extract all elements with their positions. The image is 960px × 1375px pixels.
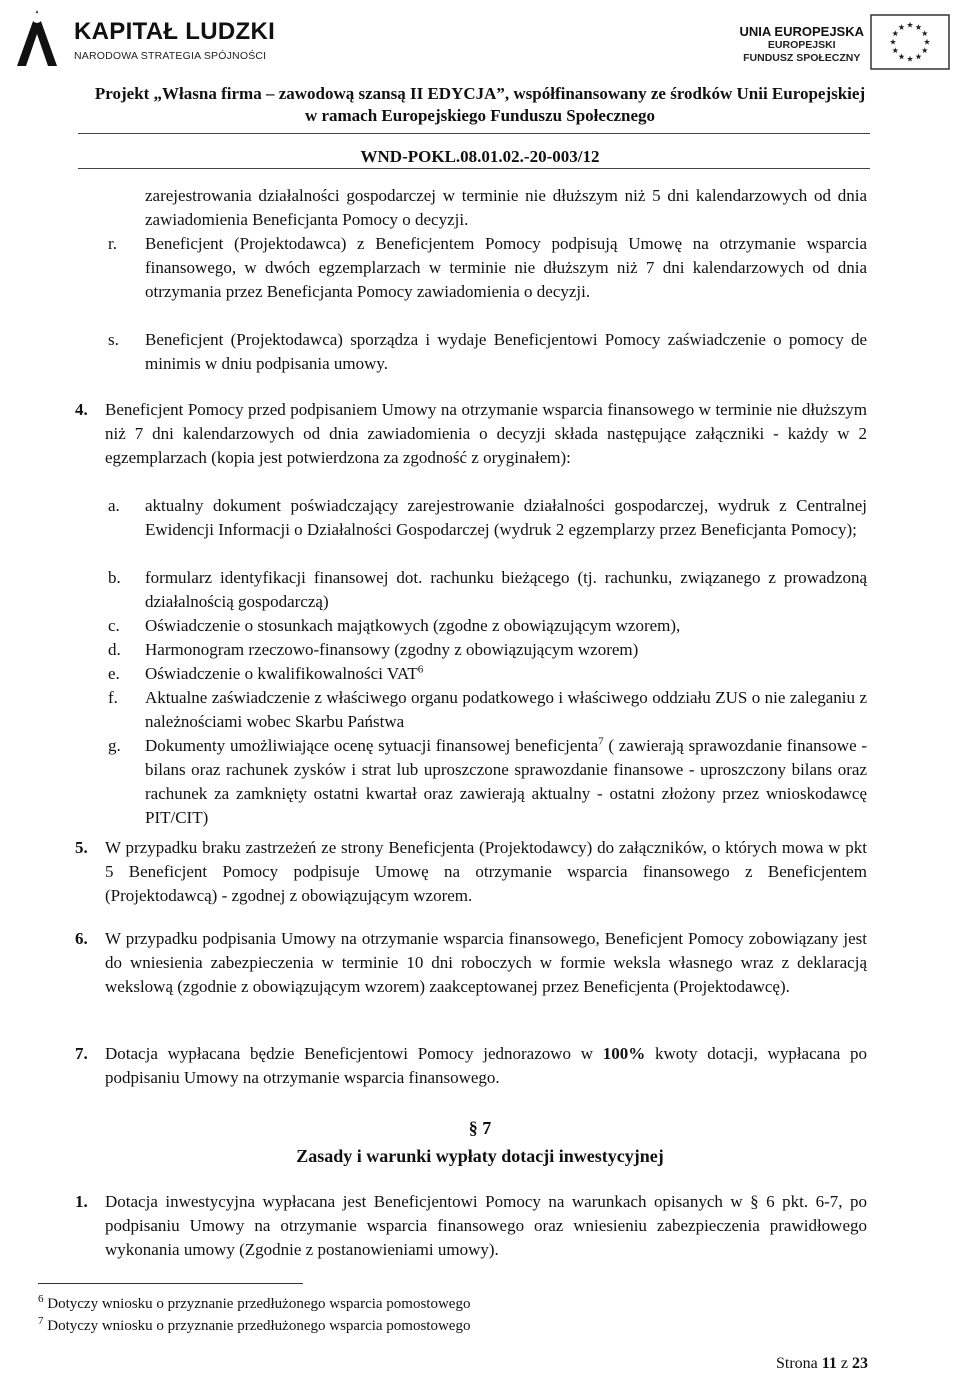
list-item-text: Dokumenty umożliwiające ocenę sytuacji finansowej beneficjenta: [145, 736, 599, 755]
footnote-text: Dotyczy wniosku o przyznanie przedłużonego wsparcia pomostowego: [43, 1318, 471, 1334]
list-item-text: Beneficjent (Projektodawca) z Beneficjentem Pomocy podpisują Umowę na otrzymanie wsparcia finansowego, w dwóch egzemplarzach w terminie nie dłuższym niż 7 dni kalendarzowych od dnia otrzymania przez Beneficjanta Pomocy zawiadomienia o decyzji.: [145, 234, 867, 301]
point-marker: 4.: [75, 400, 88, 419]
point-6: [75, 927, 867, 999]
list-marker: s.: [108, 330, 119, 349]
footnote-separator: [38, 1283, 303, 1284]
project-code: WND-POKL.08.01.02.-20-003/12: [360, 147, 600, 166]
project-title-line1: Projekt „Własna firma – zawodową szansą II EDYCJA”, współfinansowany ze środków Unii Europejskiej: [94, 84, 866, 103]
point-7: [75, 1042, 867, 1090]
list-marker: e.: [108, 664, 120, 683]
list-marker: r.: [108, 234, 117, 253]
eu-logo-line2: EUROPEJSKI: [767, 39, 836, 51]
page-header: [0, 0, 960, 170]
list-item-text: Beneficjent (Projektodawca) sporządza i wydaje Beneficjentowi Pomocy zaświadczenie o pomocy de minimis w dniu podpisania umowy.: [145, 330, 867, 373]
point-text: Dotacja wypłacana będzie Beneficjentowi Pomocy jednorazowo w: [105, 1044, 603, 1063]
point-text: W przypadku braku zastrzeżeń ze strony Beneficjenta (Projektodawcy) do załączników, o których mowa w pkt 5 Beneficjent Pomocy podpisuje Umowę na otrzymanie wsparcia finansowego z Beneficjentem (Projektodawcą) - zgodnej z obowiązującym wzorem.: [105, 838, 867, 905]
point-text: W przypadku podpisania Umowy na otrzymanie wsparcia finansowego, Beneficjent Pomocy zobowiązany jest do wniesienia zabezpieczenia w terminie 10 dni roboczych w formie weksla własnego wraz z deklaracją wekslową (zgodnie z obowiązującym wzorem) zaakceptowanej przez Beneficjenta (Projektodawcę).: [105, 929, 867, 996]
list-marker: g.: [108, 736, 121, 755]
list-marker: a.: [108, 496, 120, 515]
eu-efs-logo: [738, 14, 950, 74]
point-text: Beneficjent Pomocy przed podpisaniem Umowy na otrzymanie wsparcia finansowego w terminie nie dłuższym niż 7 dni kalendarzowych od dnia zawiadomienia o decyzji składa następujące załączniki - każdy w 2 egzemplarzach (kopia jest potwierdzona za zgodność z oryginałem):: [105, 400, 867, 467]
eu-flag-icon: [870, 14, 950, 70]
footnote-number: 7: [38, 1315, 44, 1327]
project-title-line2: w ramach Europejskiego Funduszu Społecznego: [304, 106, 656, 125]
list-item-f: [108, 686, 867, 734]
point-text: Dotacja inwestycyjna wypłacana jest Beneficjentowi Pomocy na warunkach opisanych w § 6 pkt. 6-7, po podpisaniu Umowy na otrzymanie wsparcia finansowego oraz wniesieniu zabezpieczenia prawidłowego wykonania umowy (Zgodnie z postanowieniami umowy).: [105, 1192, 867, 1259]
continuation-item-q: zarejestrowania działalności gospodarczej w terminie nie dłuższym niż 5 dni kalendarzowych od dnia zawiadomienia Beneficjanta Pomocy o decyzji.: [145, 186, 867, 229]
list-marker: b.: [108, 568, 121, 587]
footnote-text: Dotyczy wniosku o przyznanie przedłużonego wsparcia pomostowego: [43, 1296, 471, 1312]
eu-logo-line1: UNIA EUROPEJSKA: [739, 24, 864, 39]
kapital-ludzki-logo: [12, 8, 276, 70]
page-total: 23: [852, 1355, 868, 1372]
list-marker: f.: [108, 688, 118, 707]
point-marker: 5.: [75, 838, 88, 857]
list-item-a: [108, 494, 867, 542]
list-item-text: Harmonogram rzeczowo-finansowy (zgodny z obowiązującym wzorem): [145, 640, 639, 659]
point-marker: 6.: [75, 929, 88, 948]
section-number: § 7: [468, 1118, 492, 1138]
list-item-text: formularz identyfikacji finansowej dot. rachunku bieżącego (tj. rachunku, związanego z prowadzoną działalnością gospodarczą): [145, 568, 867, 611]
list-item-r: [108, 232, 867, 304]
list-item-text-continued: ( zawierają sprawozdanie finansowe - bilans oraz rachunek zysków i strat lub uproszczone sprawozdanie finansowe - uproszczony bilans oraz rachunek za zamknięty ostatni kwartał oraz zawierają aktualny - ostatni złożony przez wnioskodawcę PIT/CIT): [145, 736, 867, 827]
list-item-c: [108, 614, 867, 638]
list-marker: c.: [108, 616, 120, 635]
footnote-7: [38, 1317, 470, 1335]
point-4: [75, 398, 867, 470]
point-text-bold: 100%: [602, 1044, 646, 1063]
list-item-text: aktualny dokument poświadczający zarejestrowanie działalności gospodarczej, wydruk z Centralnej Ewidencji Informacji o Działalności Gospodarczej (wydruk 2 egzemplarzy przez Beneficjanta Pomocy);: [145, 496, 867, 539]
list-item-s: [108, 328, 867, 376]
footnote-number: 6: [38, 1293, 44, 1305]
list-item-g: [108, 734, 867, 830]
eu-logo-text: [740, 24, 864, 65]
eu-logo-line3: FUNDUSZ SPOŁECZNY: [743, 52, 861, 64]
footnote-ref-7[interactable]: 7: [598, 735, 604, 748]
point-5: [75, 836, 867, 908]
point-marker: 1.: [75, 1192, 88, 1211]
page-current: 11: [821, 1355, 837, 1372]
page-separator: z: [836, 1355, 852, 1372]
logo-left-subtitle: NARODOWA STRATEGIA SPÓJNOŚCI: [74, 50, 267, 62]
list-item-b: [108, 566, 867, 614]
page-label: Strona: [775, 1355, 822, 1372]
header-divider-top: [78, 133, 870, 134]
list-item-text: Oświadczenie o kwalifikowalności VAT: [145, 664, 418, 683]
footnote-6: [38, 1295, 470, 1313]
list-marker: d.: [108, 640, 121, 659]
list-item-text: Oświadczenie o stosunkach majątkowych (zgodne z obowiązującym wzorem),: [145, 616, 681, 635]
logo-left-title: KAPITAŁ LUDZKI: [74, 18, 276, 45]
section-title: Zasady i warunki wypłaty dotacji inwestycyjnej: [296, 1146, 664, 1166]
page-number: [776, 1355, 868, 1373]
point-text-continued: kwoty dotacji, wypłacana po podpisaniu Umowy na otrzymanie wsparcia finansowego.: [105, 1044, 867, 1087]
list-item-e: [108, 662, 867, 686]
point-marker: 7.: [75, 1044, 88, 1063]
footnote-ref-6[interactable]: 6: [417, 663, 424, 676]
header-divider-bottom: [78, 168, 870, 169]
list-item-d: [108, 638, 867, 662]
list-item-text: Aktualne zaświadczenie z właściwego organu podatkowego i właściwego oddziału ZUS o nie zaleganiu z należnościami wobec Skarbu Państwa: [145, 688, 867, 731]
kapital-ludzki-emblem-icon: [12, 8, 62, 68]
section-7-point-1: [75, 1190, 867, 1262]
